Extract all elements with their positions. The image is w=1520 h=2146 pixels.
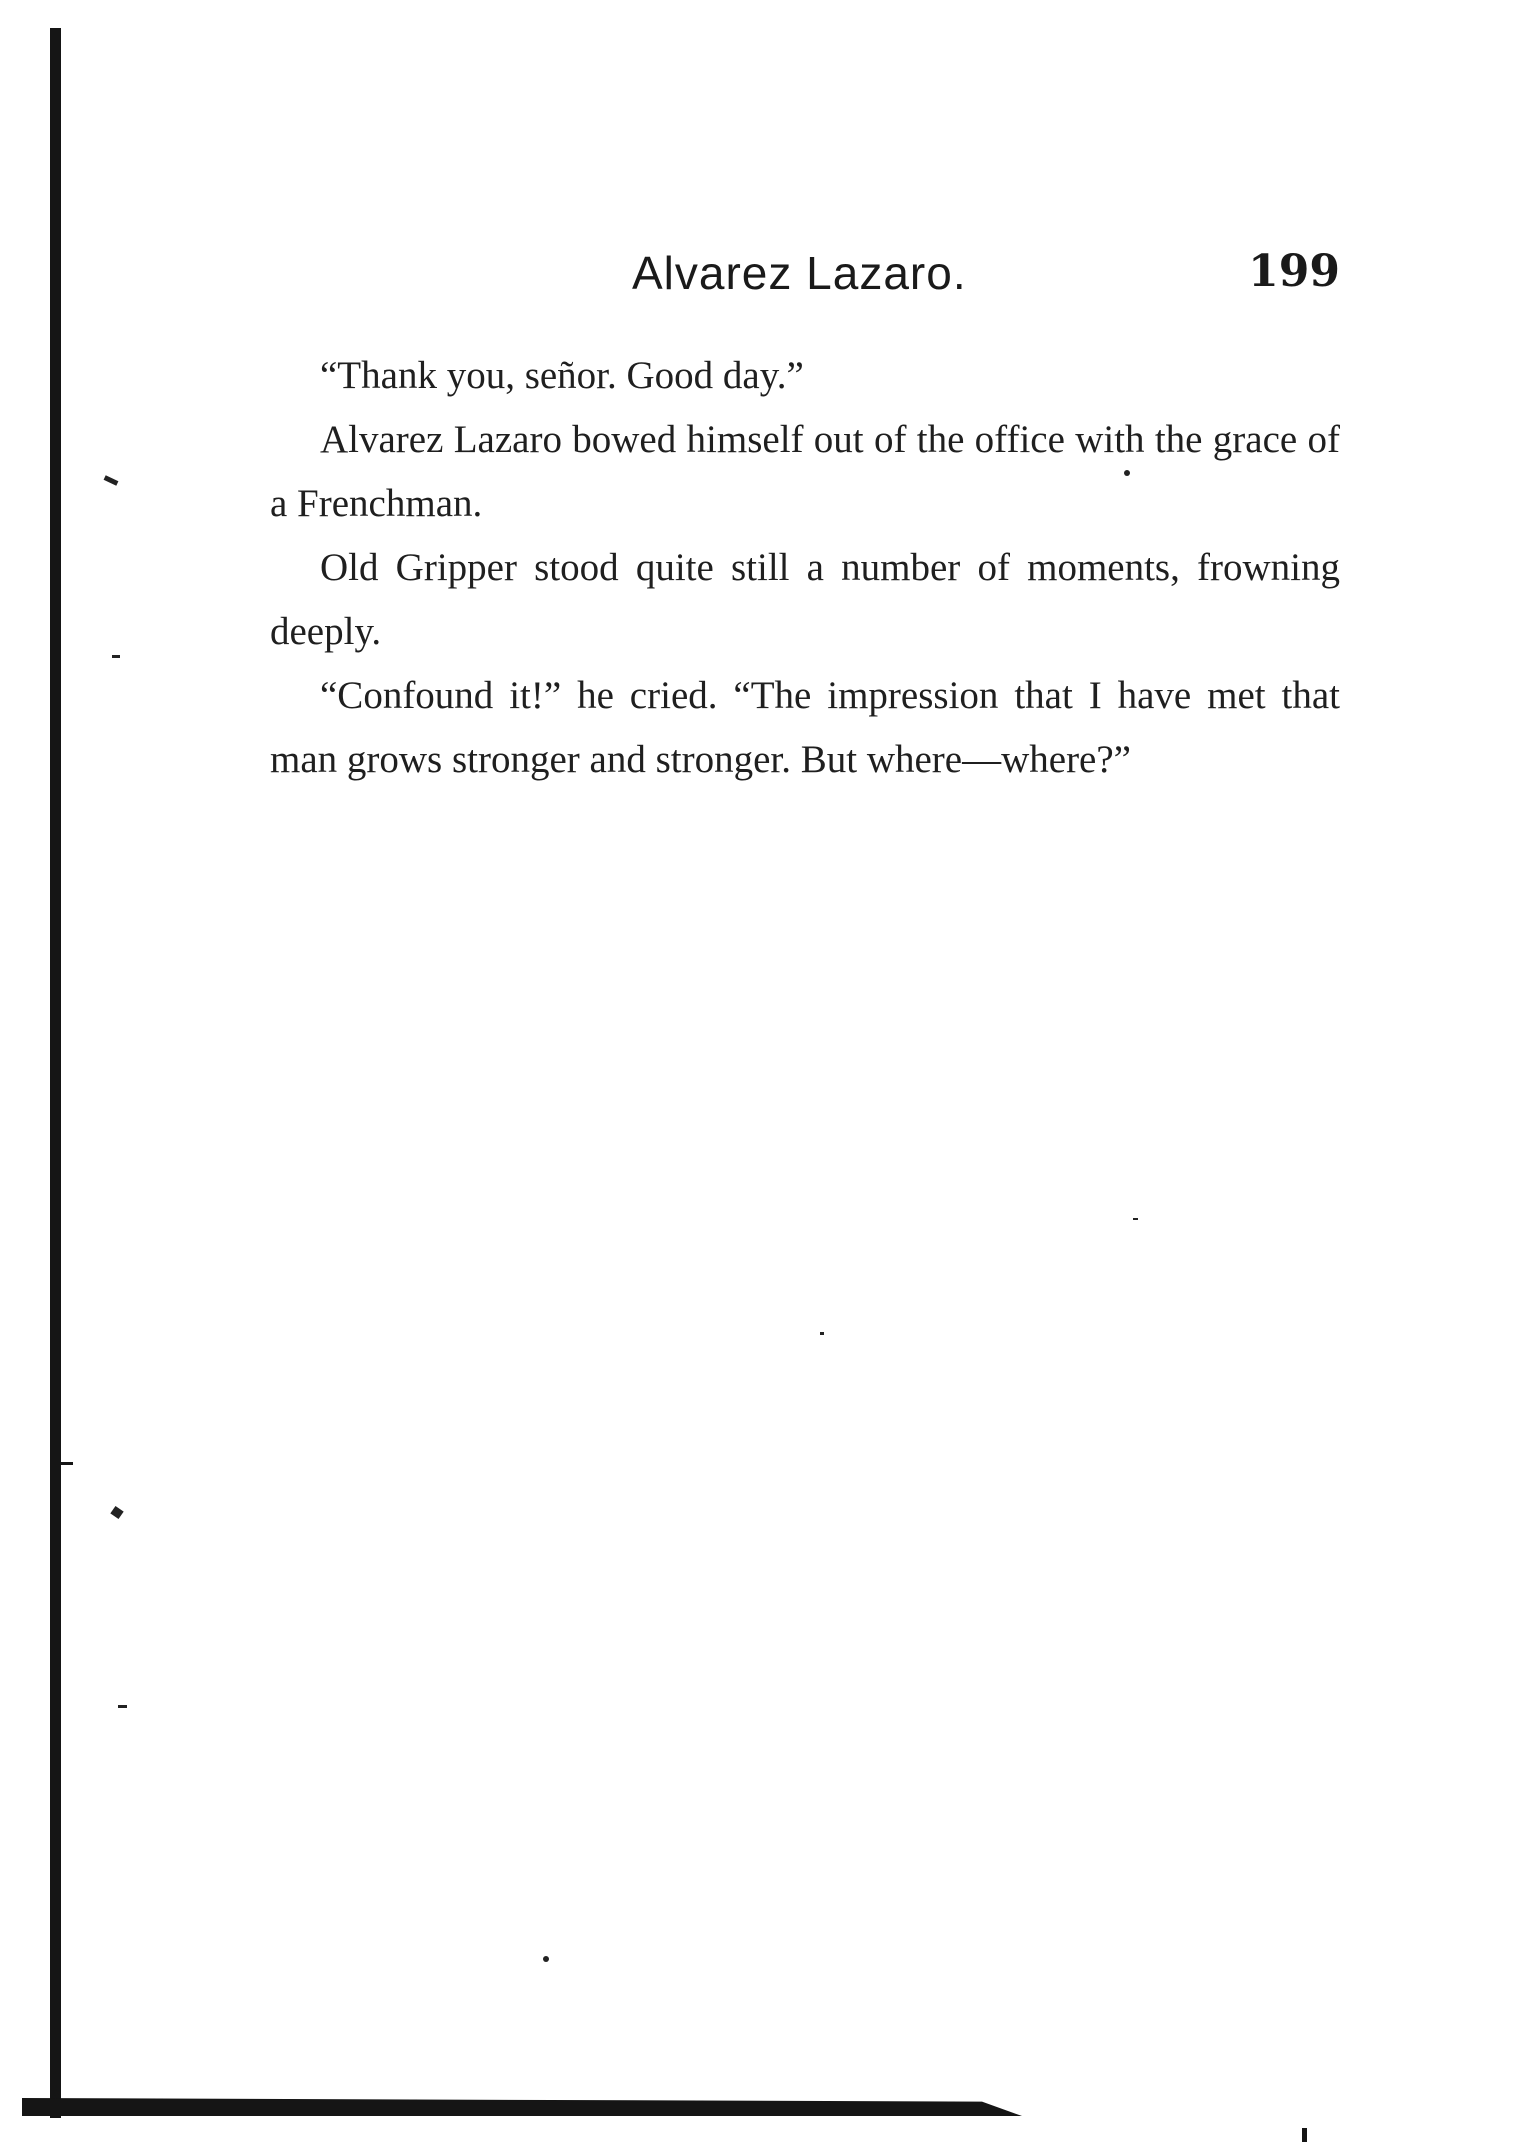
scan-speck — [118, 1705, 127, 1708]
paragraph: Alvarez Lazaro bowed himself out of the office with the grace of a Frenchman. — [270, 418, 1340, 525]
scan-speck — [104, 475, 119, 485]
scan-binding-edge — [50, 28, 61, 2118]
paragraph: “Thank you, señor. Good day.” — [320, 354, 804, 397]
running-header — [270, 246, 1340, 306]
paragraph: “Confound it!” he cried. “The impression that I have met that man grows stronger and stronger. But where—where?” — [270, 674, 1340, 781]
scan-speck — [110, 1506, 123, 1519]
scan-speck — [543, 1956, 549, 1962]
scan-speck — [1133, 1218, 1138, 1220]
scan-edge-mark — [61, 1462, 73, 1465]
scan-speck — [820, 1332, 824, 1335]
page-number: 199 — [1248, 246, 1340, 297]
scan-corner-mark — [1302, 2128, 1307, 2142]
scan-speck — [112, 655, 120, 658]
scan-bottom-edge — [22, 2098, 1022, 2116]
paragraph: Old Gripper stood quite still a number of moments, frowning deeply. — [270, 546, 1340, 653]
running-title: Alvarez Lazaro. — [632, 247, 967, 299]
body-text — [270, 344, 1340, 792]
